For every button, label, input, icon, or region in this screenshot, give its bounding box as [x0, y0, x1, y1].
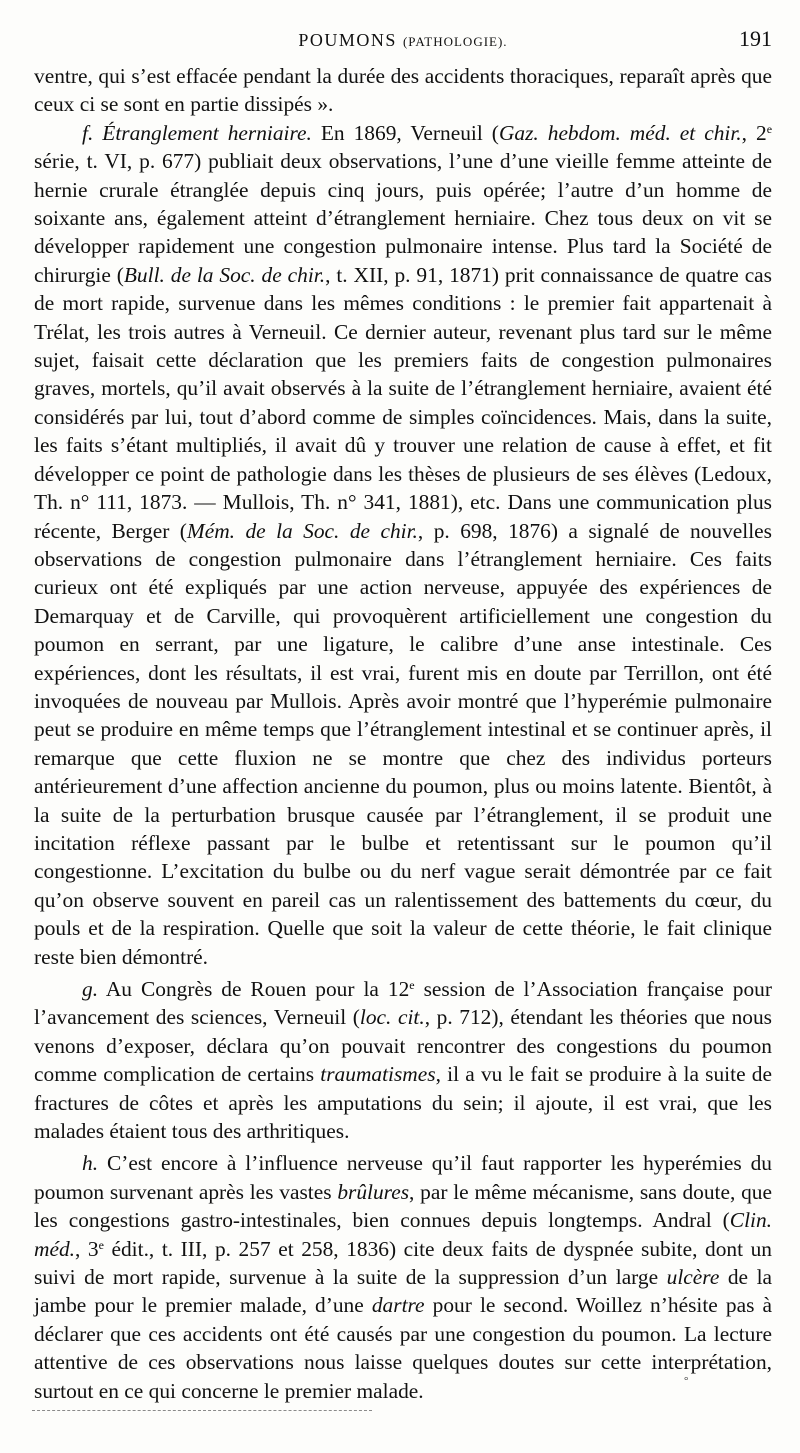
text-run: session de l’Association française pour l’avancement des sciences, Verneuil (	[34, 977, 772, 1030]
italic-text: ulcère	[666, 1265, 720, 1290]
text-run: , par le même mécanisme, sans doute, que les congestions gastro-intestinales, bien connues depuis longtemps. Andral (	[34, 1179, 772, 1233]
text-run: ventre, qui s’est effacée pendant la durée des accidents thoraciques, reparaît après que ceux ci se sont en partie dissipés ».	[34, 64, 772, 117]
section-title: POUMONS	[298, 30, 397, 50]
text-run: En 1869, Verneuil (	[311, 120, 499, 145]
paragraph-h-brulures	[34, 1149, 772, 1405]
paragraph-f-etranglement-herniaire	[34, 119, 772, 971]
superscript: e	[409, 978, 415, 992]
superscript: e	[98, 1237, 104, 1252]
text-run: C’est encore à l’influence nerveuse qu’il faut rapporter les hyperémies du poumon survenant après les vastes	[34, 1151, 772, 1204]
text-run: , il a vu le fait se produire à la suite de fractures de côtes et après les amputations du sein; il ajoute, il est vrai, que les malades étaient tous des arthritiques.	[34, 1062, 772, 1144]
italic-text: Mém. de la Soc. de chir.	[186, 518, 418, 543]
paragraph-continuation	[34, 62, 772, 119]
text-run: , p. 698, 1876) a signalé de nouvelles observations de congestion pulmonaire dans l’étranglement herniaire. Ces faits curieux ont été expliqués par une action nerveuse, appuyée des expériences de Demarquay et de Carville, qui provoquèrent artificiellement une congestion du poumon en serrant, par une ligature, le calibre d’une anse intestinale. Ces expériences, dont les résultats, il est vrai, furent mis en doute par Terrillon, ont été invoquées de nouveau par Mullois. Après avoir montré que l’hyperémie pulmonaire peut se produire en même temps que l’étranglement intestinal et se continuer après, il remarque que cette fluxion ne se montre que chez des individus porteurs antérieurement d’une affection ancienne du poumon, plus ou moins latente. Bientôt, à la suite de la perturbation brusque causée par l’étranglement, il se produit une incitation réflexe passant par le bulbe et retentissant sur le poumon qu’il congestionne. L’excitation du bulbe ou du nerf vague serait démontrée par ce fait qu’on observe souvent en pareil cas un ralentissement des battements du cœur, du pouls et de la respiration. Quelle que soit la valeur de cette théorie, le fait clinique reste bien démontré.	[34, 518, 773, 969]
running-title	[34, 30, 772, 51]
italic-text: g.	[82, 977, 99, 1001]
italic-text: f. Étranglement herniaire.	[82, 120, 312, 145]
text-run: édit., t. III, p. 257 et 258, 1836) cite deux faits de dyspnée subite, dont un suivi de mort rapide, survenue à la suite de la suppression d’un large	[34, 1236, 772, 1290]
text-run: , p. 712), étendant les théories que nous venons d’exposer, déclara qu’on pouvait rencontrer des congestions du poumon comme complication de certains	[34, 1005, 773, 1087]
superscript: e	[766, 121, 773, 136]
italic-text: loc. cit.	[359, 1005, 425, 1030]
text-run: , 2	[741, 120, 767, 145]
text-run: , 3	[75, 1236, 99, 1261]
text-run: série, t. VI, p. 677) publiait deux observations, l’une d’une vieille femme atteinte de hernie crurale étranglée depuis cinq jours, puis opérée; l’autre d’un homme de soixante ans, également atteint d’étranglement herniaire. Chez tous deux on vit se développer rapidement une congestion pulmonaire intense. Plus tard la Société de chirurgie (	[34, 149, 772, 287]
italic-text: Bull. de la Soc. de chir.	[123, 262, 326, 287]
italic-text: Clin. méd.	[34, 1208, 772, 1261]
text-run: Au Congrès de Rouen pour la 12	[98, 977, 410, 1001]
section-subtitle: (PATHOLOGIE).	[402, 34, 508, 49]
italic-text: dartre	[371, 1293, 425, 1318]
text-run: pour le second. Woillez n’hésite pas à déclarer que ces accidents ont été causés par une congestion du poumon. La lecture attentive de ces observations nous laisse quelques doutes sur cette interprétation, surtout en ce qui concerne le premier malade.	[34, 1293, 772, 1403]
body-text	[34, 62, 772, 1405]
text-run: de la jambe pour le premier malade, d’une	[34, 1265, 773, 1318]
italic-text: traumatismes	[320, 1062, 436, 1087]
paragraph-g-congres-de-rouen	[34, 975, 772, 1145]
italic-text: Gaz. hebdom. méd. et chir.	[498, 120, 742, 145]
running-head	[34, 26, 772, 56]
bottom-rule	[32, 1410, 372, 1411]
italic-text: brûlures	[337, 1179, 410, 1204]
page-number: 191	[739, 26, 772, 51]
stray-ink-mark: °	[684, 1375, 689, 1387]
italic-text: h.	[82, 1151, 99, 1176]
text-run: , t. XII, p. 91, 1871) prit connaissance de quatre cas de mort rapide, survenue dans les mêmes conditions : le premier fait appartenait à Trélat, les trois autres à Verneuil. Ce dernier auteur, revenant plus tard sur le même sujet, faisait cette déclaration que les premiers faits de congestion pulmonaires graves, mortels, qu’il avait observés à la suite de l’étranglement herniaire, avaient été considérés par lui, tout d’abord comme de simples coïncidences. Mais, dans la suite, les faits s’étant multipliés, il avait dû y trouver une relation de cause à effet, et fit développer ce point de pathologie dans les thèses de plusieurs de ses élèves (Ledoux, Th. n° 111, 1873. — Mullois, Th. n° 341, 1881), etc. Dans une communication plus récente, Berger (	[34, 262, 773, 543]
